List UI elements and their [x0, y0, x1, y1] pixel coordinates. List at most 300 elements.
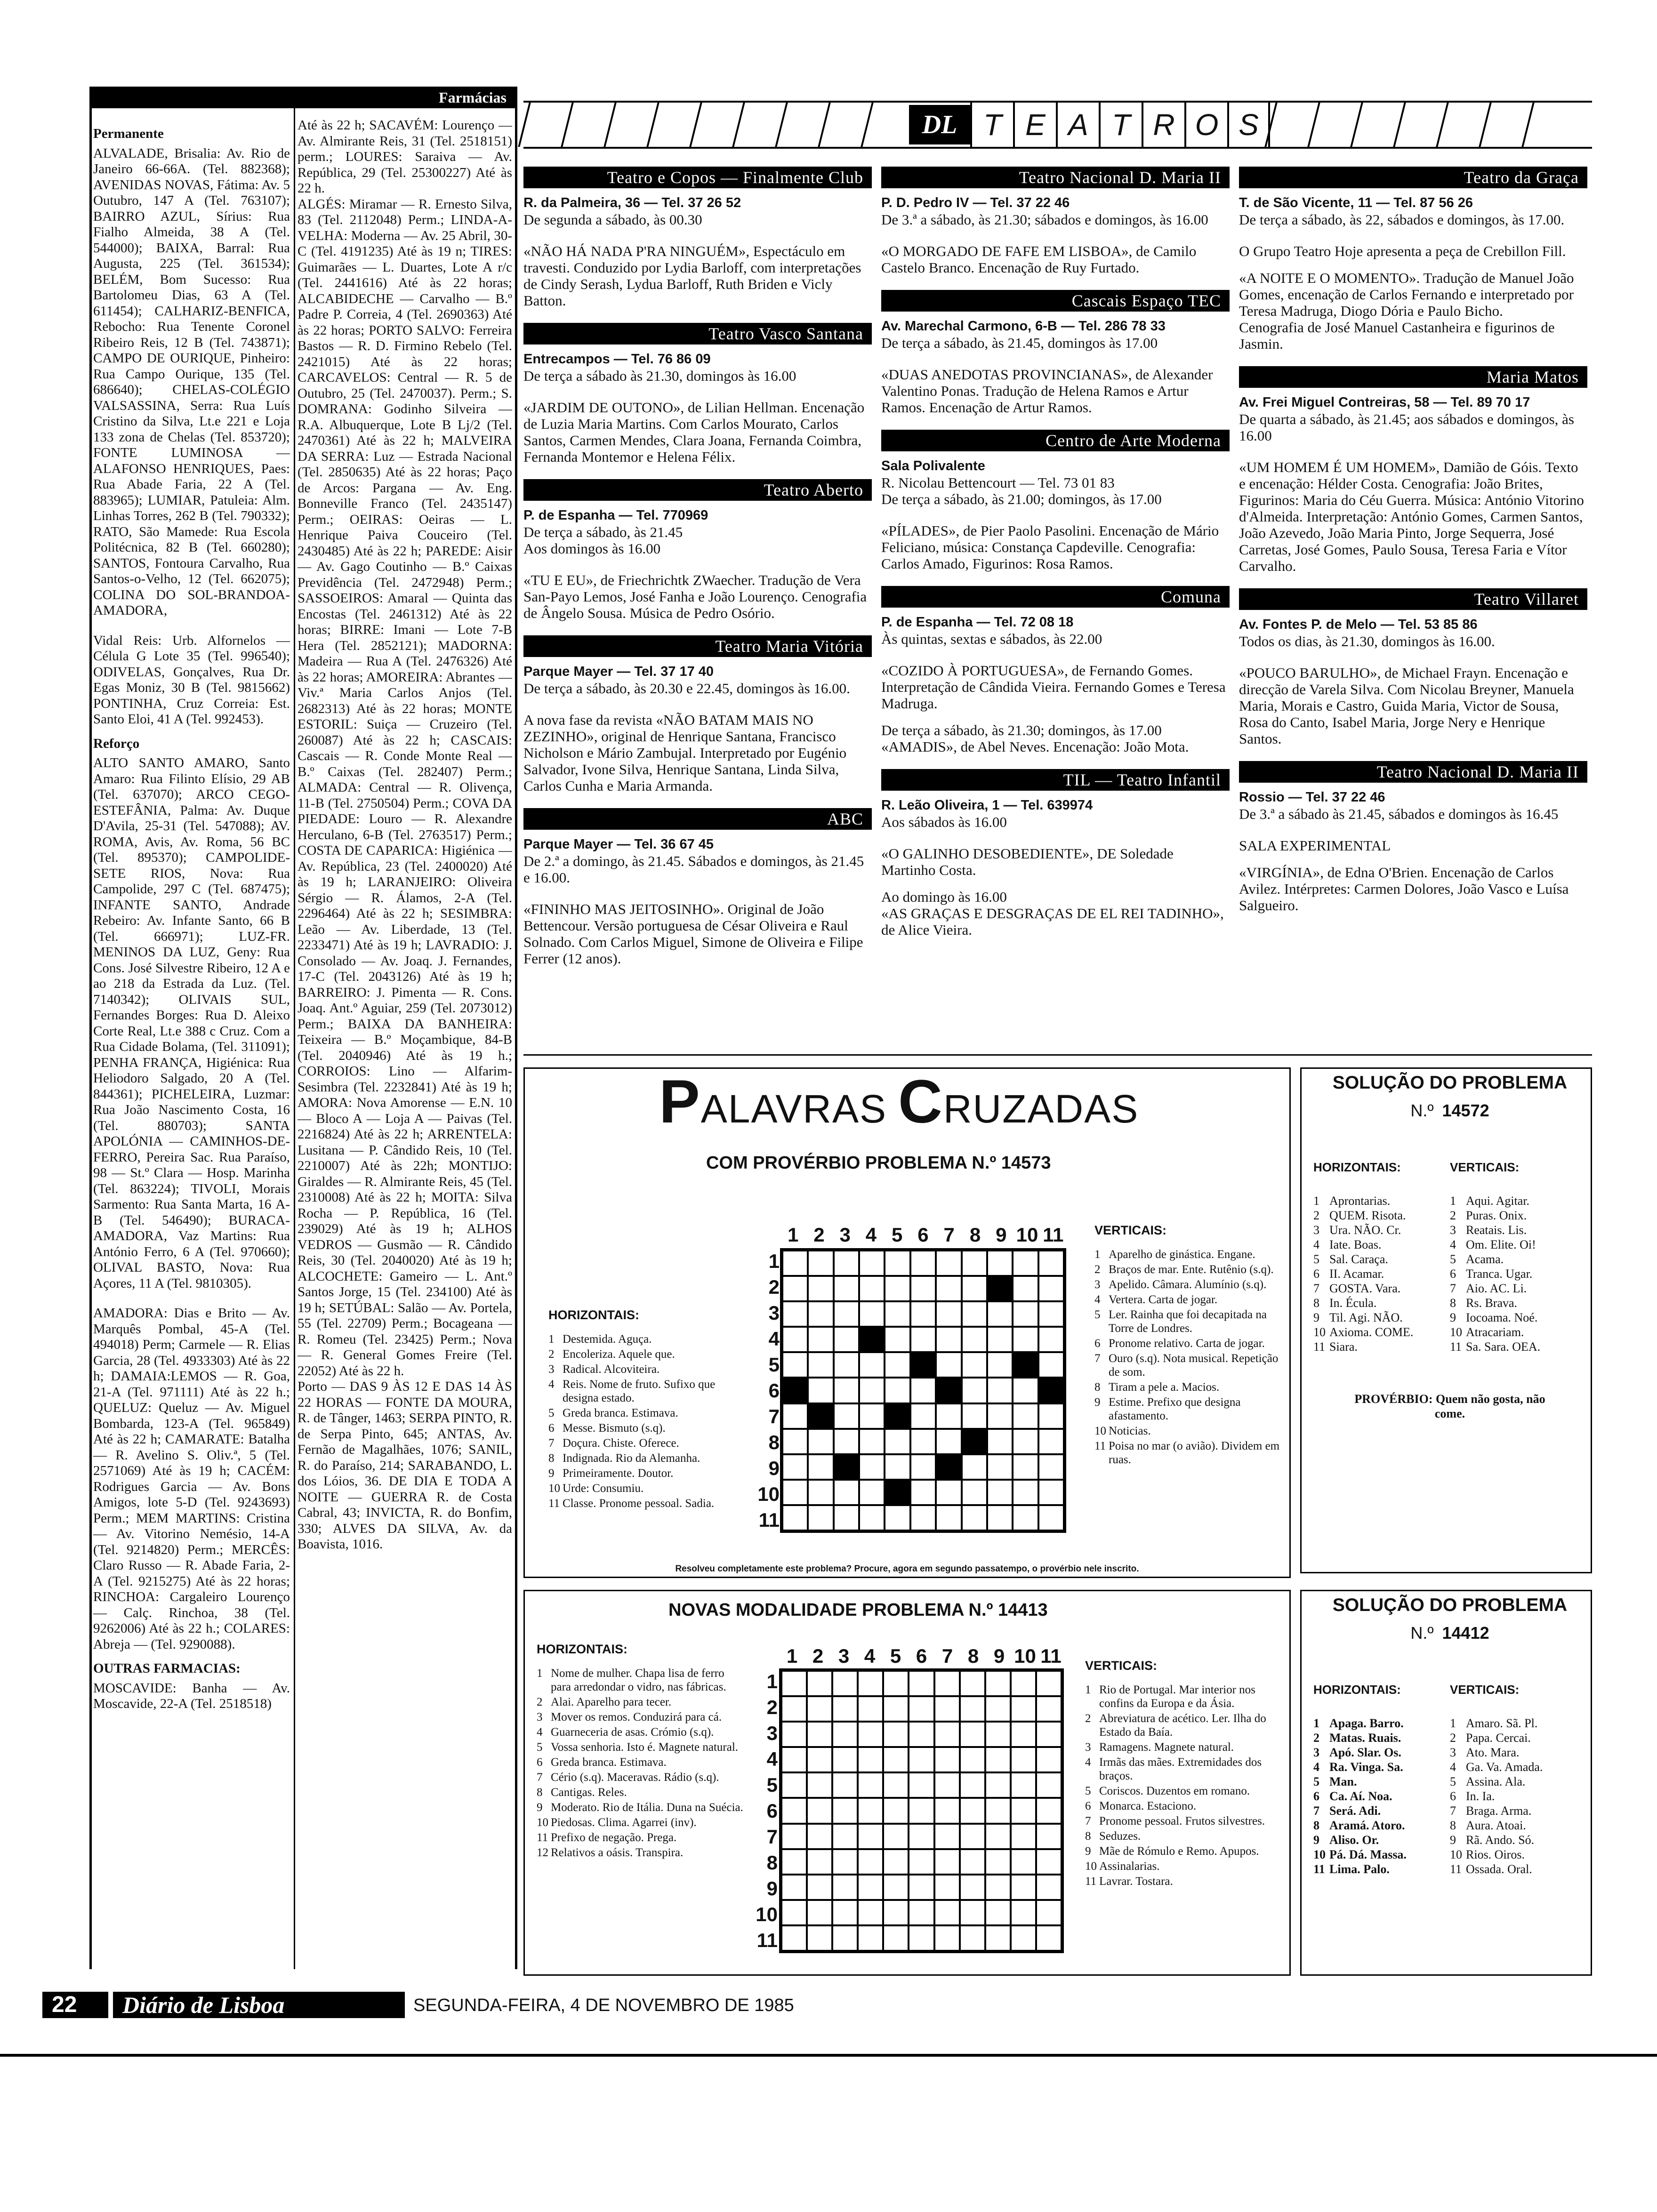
- grid-cell: [883, 1849, 909, 1875]
- column-number: 10: [1014, 1645, 1036, 1667]
- column-number: 6: [917, 1224, 929, 1246]
- grid-cell: [936, 1352, 961, 1378]
- masthead: Diário de Lisboa: [113, 1992, 405, 2018]
- theatre-listing: [523, 635, 872, 794]
- grid-cell: [885, 1378, 910, 1403]
- clue: [1085, 1683, 1285, 1710]
- row-number: 4: [768, 1328, 780, 1350]
- grid-cell: [1011, 1722, 1036, 1747]
- grid-cell: [934, 1671, 960, 1696]
- theatre-listing: [523, 808, 872, 967]
- entry-text: Ura. NÃO. Cr.: [1329, 1223, 1401, 1237]
- grid-cell: [834, 1352, 859, 1378]
- grid-cell: [781, 1900, 807, 1925]
- entry-text: Iate. Boas.: [1329, 1238, 1382, 1251]
- grid-cell: [909, 1696, 934, 1722]
- showtimes: Todos os dias, às 21.30, domingos às 16.00.: [1239, 633, 1495, 649]
- grid-cell: [858, 1925, 883, 1951]
- black-cell: [885, 1403, 910, 1429]
- theatre-address: R. da Palmeira, 36 — Tel. 37 26 52: [523, 195, 741, 210]
- grid-cell: [962, 1403, 987, 1429]
- solution-entry: [1313, 1194, 1450, 1208]
- grid-cell: [985, 1772, 1011, 1798]
- grid-cell: [834, 1429, 859, 1454]
- clue: [548, 1497, 746, 1510]
- grid-cell: [782, 1327, 808, 1352]
- clue-number: 1: [1094, 1248, 1101, 1261]
- clue-text: Noticias.: [1109, 1425, 1151, 1437]
- grid-cell: [883, 1722, 909, 1747]
- grid-cell: [960, 1900, 985, 1925]
- solution-column: [1450, 1683, 1586, 1876]
- grid-cell: [910, 1429, 936, 1454]
- clue-text: Mover os remos. Conduzirá para cá.: [551, 1711, 722, 1723]
- solution-entry: [1450, 1760, 1586, 1774]
- teatros-letter: A: [1056, 103, 1099, 147]
- showtimes: Aos sábados às 16.00: [881, 814, 1007, 830]
- entry-text: Assina. Ala.: [1466, 1775, 1526, 1788]
- grid-cell: [1036, 1875, 1062, 1900]
- clue-number: 6: [537, 1756, 543, 1769]
- grid-cell: [1013, 1403, 1038, 1429]
- farmacias-header: Farmácias: [89, 87, 516, 108]
- grid-cell: [883, 1798, 909, 1823]
- solution-heading: VERTICAIS:: [1450, 1683, 1520, 1697]
- clue: [548, 1421, 746, 1435]
- grid-cell: [834, 1480, 859, 1505]
- clue: [537, 1740, 744, 1754]
- grid-cell: [1013, 1480, 1038, 1505]
- solution-entry: [1313, 1760, 1450, 1774]
- play-description: «FININHO MAS JEITOSINHO». Original de João Bettencour. Versão portuguesa de César Oliveira e Raul Solnado. Com Carlos Miguel, Simone de Oliveira e Filipe Ferrer (12 anos).: [523, 901, 863, 967]
- solution-entry: [1313, 1296, 1450, 1310]
- grid-cell: [781, 1849, 807, 1875]
- row-number: 1: [766, 1670, 778, 1692]
- theatre-name: ABC: [523, 808, 872, 830]
- crossword-2-vertical-clues: [1085, 1659, 1285, 1890]
- black-cell: [910, 1352, 936, 1378]
- grid-cell: [859, 1250, 885, 1276]
- grid-cell: [859, 1352, 885, 1378]
- row-number: 11: [756, 1929, 778, 1951]
- entry-text: Reatais. Lis.: [1466, 1223, 1527, 1237]
- grid-cell: [985, 1925, 1011, 1951]
- black-cell: [859, 1327, 885, 1352]
- clue: [537, 1846, 744, 1859]
- entry-text: Sal. Caraça.: [1329, 1252, 1388, 1266]
- entry-text: Iocoama. Noé.: [1466, 1311, 1538, 1324]
- entry-number: 10: [1450, 1325, 1462, 1339]
- clue-text: Aparelho de ginástica. Engane.: [1109, 1248, 1255, 1261]
- clue-text: Destemida. Aguça.: [563, 1333, 652, 1346]
- clue-text: Braços de mar. Ente. Rutênio (s.q).: [1109, 1263, 1274, 1276]
- theatre-address: P. D. Pedro IV — Tel. 37 22 46: [881, 195, 1070, 210]
- entry-number: 5: [1450, 1775, 1456, 1788]
- grid-cell: [781, 1722, 807, 1747]
- grid-cell: [909, 1772, 934, 1798]
- grid-cell: [782, 1454, 808, 1480]
- grid-cell: [1011, 1925, 1036, 1951]
- teatros-column-2: [881, 167, 1230, 1051]
- column-number: 11: [1040, 1645, 1062, 1667]
- clue-number: 2: [548, 1348, 555, 1361]
- crossword-2-row-numbers: [751, 1668, 778, 1953]
- black-cell: [962, 1429, 987, 1454]
- grid-cell: [934, 1824, 960, 1849]
- grid-cell: [934, 1696, 960, 1722]
- clue-text: Ler. Rainha que foi decapitada na Torre de Londres.: [1109, 1308, 1267, 1335]
- clue-text: Ramagens. Magnete natural.: [1099, 1741, 1234, 1754]
- grid-cell: [987, 1403, 1013, 1429]
- showtimes: R. Nicolau Bettencourt — Tel. 73 01 83: [881, 474, 1115, 491]
- clue: [1085, 1799, 1285, 1813]
- theatre-address: T. de São Vicente, 11 — Tel. 87 56 26: [1239, 195, 1473, 210]
- entry-number: 10: [1313, 1325, 1326, 1339]
- grid-cell: [910, 1454, 936, 1480]
- grid-cell: [1036, 1671, 1062, 1696]
- clue-number: 3: [1094, 1278, 1101, 1291]
- grid-cell: [883, 1671, 909, 1696]
- title-letter-c: C: [898, 1067, 943, 1136]
- showtimes: De terça a sábado, às 21.00; domingos, às 17.00: [881, 491, 1162, 507]
- grid-cell: [1038, 1301, 1064, 1327]
- clue: [1085, 1875, 1285, 1888]
- grid-cell: [781, 1772, 807, 1798]
- solution-entry: [1313, 1716, 1450, 1731]
- row-number: 3: [766, 1722, 778, 1744]
- grid-cell: [885, 1301, 910, 1327]
- crossword-1-grid: [780, 1248, 1066, 1533]
- play-description: «DUAS ANEDOTAS PROVINCIANAS», de Alexander Valentino Ponas. Tradução de Helena Ramos e Artur Ramos. Encenação de Artur Ramos.: [881, 366, 1213, 416]
- grid-cell: [782, 1403, 808, 1429]
- grid-cell: [987, 1480, 1013, 1505]
- entry-text: Ra. Vinga. Sa.: [1329, 1760, 1403, 1774]
- play-description: «PÍLADES», de Pier Paolo Pasolini. Encenação de Mário Feliciano, música: Constança Capdeville. Cenografia: Carlos Amado, Figurinos: Rosa Ramos.: [881, 522, 1219, 572]
- solution-entry: [1450, 1339, 1586, 1354]
- theatre-name: Maria Matos: [1239, 366, 1587, 388]
- grid-cell: [834, 1301, 859, 1327]
- theatre-listing: [1239, 588, 1587, 747]
- entry-text: Apaga. Barro.: [1329, 1716, 1404, 1730]
- theatre-address: Sala Polivalente: [881, 458, 985, 473]
- entry-text: Papa. Cercai.: [1466, 1731, 1531, 1745]
- clue-text: Indignada. Rio da Alemanha.: [563, 1452, 700, 1465]
- entry-text: Siara.: [1329, 1340, 1358, 1354]
- entry-text: Om. Elite. Oi!: [1466, 1238, 1536, 1251]
- clue-number: 11: [548, 1497, 560, 1510]
- solution-entry: [1450, 1774, 1586, 1789]
- theatre-address: Entrecampos — Tel. 76 86 09: [523, 352, 711, 367]
- grid-cell: [858, 1875, 883, 1900]
- grid-cell: [1036, 1722, 1062, 1747]
- grid-cell: [807, 1722, 832, 1747]
- entry-number: 6: [1450, 1789, 1456, 1803]
- showtimes: De terça a sábado às 21.30, domingos às 16.00: [523, 368, 796, 384]
- theatre-listing: [1239, 761, 1587, 914]
- entry-number: 11: [1313, 1862, 1325, 1876]
- grid-cell: [883, 1875, 909, 1900]
- grid-cell: [960, 1849, 985, 1875]
- clue: [1094, 1424, 1287, 1438]
- clue-number: 11: [1094, 1440, 1106, 1452]
- clue-number: 8: [1085, 1830, 1091, 1843]
- entry-number: 6: [1450, 1267, 1456, 1281]
- entry-number: 3: [1450, 1746, 1456, 1759]
- clue-text: Relativos a oásis. Transpira.: [551, 1846, 684, 1859]
- theatre-listing: [881, 167, 1230, 276]
- clue-text: Pronome relativo. Carta de jogar.: [1109, 1337, 1265, 1350]
- grid-cell: [859, 1505, 885, 1531]
- entry-number: 7: [1313, 1282, 1319, 1295]
- row-number: 10: [756, 1903, 778, 1925]
- grid-cell: [834, 1378, 859, 1403]
- clue-heading: VERTICAIS:: [1085, 1659, 1158, 1673]
- grid-cell: [960, 1722, 985, 1747]
- grid-cell: [883, 1772, 909, 1798]
- grid-cell: [962, 1378, 987, 1403]
- clue-text: Primeiramente. Doutor.: [563, 1467, 674, 1480]
- problem-number: 14412: [1442, 1623, 1489, 1643]
- pharmacy-paragraph: Reforço: [93, 736, 140, 751]
- grid-cell: [807, 1849, 832, 1875]
- clue-number: 3: [537, 1711, 543, 1723]
- theatre-listing: [1239, 167, 1587, 352]
- grid-cell: [1036, 1747, 1062, 1772]
- solution-entry: [1313, 1774, 1450, 1789]
- entry-number: 1: [1313, 1194, 1319, 1208]
- crossword-2-horizontal-clues: [537, 1643, 744, 1861]
- entry-text: Aura. Atoai.: [1466, 1819, 1526, 1832]
- grid-cell: [782, 1505, 808, 1531]
- entry-text: Aprontarias.: [1329, 1194, 1391, 1208]
- clue-heading: HORIZONTAIS:: [537, 1642, 627, 1656]
- entry-number: 11: [1450, 1340, 1462, 1354]
- clue-text: Cério (s.q). Maceravas. Rádio (s.q).: [551, 1771, 719, 1784]
- entry-text: In. Écula.: [1329, 1296, 1377, 1310]
- crossword-title: [659, 1067, 1139, 1136]
- entry-number: 11: [1313, 1340, 1326, 1354]
- grid-cell: [987, 1429, 1013, 1454]
- clue: [537, 1710, 744, 1724]
- teatros-letter: S: [1227, 103, 1270, 147]
- clue-number: 8: [1094, 1381, 1101, 1394]
- play-description: «O MORGADO DE FAFE EM LISBOA», de Camilo Castelo Branco. Encenação de Ruy Furtado.: [881, 243, 1197, 276]
- grid-cell: [807, 1798, 832, 1823]
- clue: [1085, 1740, 1285, 1754]
- clue: [548, 1482, 746, 1495]
- grid-cell: [832, 1671, 858, 1696]
- clue: [1085, 1814, 1285, 1828]
- play-description: O Grupo Teatro Hoje apresenta a peça de Crebillon Fill.: [1239, 243, 1566, 259]
- diario-lisboa-logo: DL: [909, 105, 970, 145]
- clue-text: Lavrar. Tostara.: [1099, 1875, 1173, 1888]
- entry-number: 8: [1313, 1819, 1319, 1832]
- theatre-address: P. de Espanha — Tel. 72 08 18: [881, 615, 1074, 630]
- clue-text: Pronome pessoal. Frutos silvestres.: [1099, 1815, 1265, 1827]
- clue-number: 10: [537, 1816, 548, 1829]
- column-number: 4: [865, 1224, 877, 1246]
- solution-number: [1313, 1103, 1586, 1118]
- row-number: 8: [766, 1851, 778, 1874]
- solution-entry: [1450, 1237, 1586, 1252]
- theatre-address: Av. Marechal Carmono, 6-B — Tel. 286 78 33: [881, 319, 1166, 334]
- grid-cell: [1011, 1849, 1036, 1875]
- clue-number: 6: [1094, 1337, 1101, 1350]
- solution-entry: [1450, 1803, 1586, 1818]
- grid-cell: [885, 1505, 910, 1531]
- entry-number: 3: [1450, 1223, 1456, 1237]
- showtimes: De segunda a sábado, às 00.30: [523, 211, 702, 228]
- theatre-address: Av. Fontes P. de Melo — Tel. 53 85 86: [1239, 617, 1478, 632]
- clue-number: 1: [1085, 1683, 1091, 1696]
- grid-cell: [1011, 1671, 1036, 1696]
- grid-cell: [910, 1403, 936, 1429]
- theatre-listing: [881, 430, 1230, 572]
- grid-cell: [832, 1849, 858, 1875]
- grid-cell: [834, 1505, 859, 1531]
- clue: [1094, 1439, 1287, 1467]
- clue-number: 7: [1085, 1815, 1091, 1827]
- clue-text: Nome de mulher. Chapa lisa de ferro para arredondar o vidro, nas fábricas.: [551, 1667, 726, 1693]
- clue-number: 9: [548, 1467, 555, 1480]
- grid-cell: [934, 1772, 960, 1798]
- theatre-name: Teatro Vasco Santana: [523, 323, 872, 345]
- theatre-listing: [523, 479, 872, 621]
- black-cell: [936, 1454, 961, 1480]
- pharmacy-paragraph: Até às 22 h; SACAVÉM: Lourenço — Av. Almirante Reis, 31 (Tel. 2518151) perm.; LOURES: Saraiva — Av. República, 29 (Tel. 25300227) Até às 22 h.: [298, 118, 512, 196]
- grid-cell: [1036, 1900, 1062, 1925]
- solution-entry: [1313, 1847, 1450, 1862]
- theatre-listing: [1239, 366, 1587, 574]
- showtimes: Aos domingos às 16.00: [523, 540, 661, 557]
- entry-text: Ca. Aí. Noa.: [1329, 1789, 1392, 1803]
- number-label: N.º: [1410, 1623, 1434, 1643]
- grid-cell: [962, 1250, 987, 1276]
- clue: [1085, 1844, 1285, 1858]
- clue: [1094, 1248, 1287, 1261]
- grid-cell: [962, 1505, 987, 1531]
- farmacias-column-1: [89, 118, 290, 1967]
- clue-text: Greda branca. Estimava.: [563, 1407, 678, 1419]
- solution-entry: [1313, 1745, 1450, 1760]
- solution-entry: [1450, 1266, 1586, 1281]
- solution-2: [1313, 1595, 1586, 1876]
- grid-cell: [1038, 1454, 1064, 1480]
- grid-cell: [1011, 1798, 1036, 1823]
- clue: [1094, 1395, 1287, 1423]
- showtimes: De terça a sábado, às 22, sábados e domingos, às 17.00.: [1239, 211, 1565, 228]
- grid-cell: [858, 1722, 883, 1747]
- grid-cell: [1013, 1301, 1038, 1327]
- grid-cell: [832, 1875, 858, 1900]
- entry-text: Aqui. Agitar.: [1466, 1194, 1530, 1208]
- clue: [548, 1467, 746, 1480]
- grid-cell: [858, 1772, 883, 1798]
- entry-text: Braga. Arma.: [1466, 1804, 1532, 1818]
- grid-cell: [934, 1849, 960, 1875]
- pharmacy-paragraph: Vidal Reis: Urb. Alfornelos — Célula G Lote 35 (Tel. 996540); ODIVELAS, Gonçalves, Rua Dr. Egas Moniz, 30 B (Tel. 9815662) PONTINHA, Cruz Correia: Est. Santo Eloi, 41 A (Tel. 992453).: [93, 633, 290, 727]
- entry-text: Rs. Brava.: [1466, 1296, 1518, 1310]
- grid-cell: [934, 1747, 960, 1772]
- grid-cell: [1036, 1824, 1062, 1849]
- grid-cell: [859, 1403, 885, 1429]
- row-number: 5: [766, 1774, 778, 1796]
- solution-entry: [1313, 1862, 1450, 1876]
- black-cell: [782, 1378, 808, 1403]
- column-number: 2: [813, 1224, 825, 1246]
- entry-number: 9: [1313, 1833, 1319, 1847]
- clue: [537, 1801, 744, 1814]
- solution-entry: [1313, 1803, 1450, 1818]
- showtimes: De terça a sábado, às 21.45: [523, 524, 683, 540]
- grid-cell: [987, 1378, 1013, 1403]
- grid-cell: [808, 1454, 833, 1480]
- grid-cell: [962, 1276, 987, 1301]
- grid-cell: [883, 1696, 909, 1722]
- grid-cell: [960, 1925, 985, 1951]
- entry-text: Amaro. Sã. Pl.: [1466, 1716, 1538, 1730]
- farmacias-right-rule: [515, 87, 517, 1969]
- clue-number: 7: [537, 1771, 543, 1784]
- solution-title: SOLUÇÃO DO PROBLEMA: [1332, 1595, 1568, 1615]
- clue: [1094, 1308, 1287, 1335]
- grid-cell: [1038, 1327, 1064, 1352]
- clue: [548, 1362, 746, 1376]
- teatros-letter: E: [1013, 103, 1056, 147]
- title-word-1: ALAVRAS: [700, 1087, 887, 1131]
- showtimes: De 2.ª a domingo, às 21.45. Sábados e domingos, às 21.45 e 16.00.: [523, 853, 864, 886]
- theatre-name: Teatro Maria Vitória: [523, 635, 872, 657]
- entry-number: 7: [1450, 1804, 1456, 1818]
- entry-number: 2: [1450, 1731, 1456, 1745]
- grid-cell: [808, 1378, 833, 1403]
- clue-number: 11: [1085, 1875, 1097, 1888]
- clue-text: Mãe de Rómulo e Remo. Apupos.: [1099, 1845, 1259, 1858]
- grid-cell: [910, 1480, 936, 1505]
- black-cell: [1038, 1378, 1064, 1403]
- entry-number: 10: [1450, 1848, 1462, 1861]
- clue-heading: HORIZONTAIS:: [548, 1308, 639, 1322]
- title-letter-p: P: [659, 1067, 701, 1136]
- solution-entry: [1450, 1325, 1586, 1339]
- clue-text: Tiram a pele a. Macios.: [1109, 1381, 1220, 1394]
- grid-cell: [1038, 1403, 1064, 1429]
- solution-entry: [1450, 1223, 1586, 1237]
- grid-cell: [883, 1900, 909, 1925]
- theatre-name: Comuna: [881, 586, 1230, 608]
- grid-cell: [859, 1480, 885, 1505]
- entry-text: Puras. Onix.: [1466, 1209, 1527, 1222]
- clue-number: 5: [1094, 1308, 1101, 1321]
- clue: [548, 1436, 746, 1450]
- entry-number: 1: [1450, 1194, 1456, 1208]
- column-number: 7: [943, 1224, 955, 1246]
- showtimes: Às quintas, sextas e sábados, às 22.00: [881, 631, 1102, 647]
- clue: [548, 1332, 746, 1346]
- grid-cell: [885, 1429, 910, 1454]
- grid-cell: [1038, 1505, 1064, 1531]
- grid-cell: [1038, 1429, 1064, 1454]
- entry-text: Tranca. Ugar.: [1466, 1267, 1533, 1281]
- entry-text: Ato. Mara.: [1466, 1746, 1520, 1759]
- grid-cell: [910, 1505, 936, 1531]
- theatre-listing: [523, 167, 872, 309]
- clue-text: Greda branca. Estimava.: [551, 1756, 667, 1769]
- grid-cell: [960, 1875, 985, 1900]
- entry-number: 2: [1450, 1209, 1456, 1222]
- solution-entry: [1313, 1339, 1450, 1354]
- grid-cell: [832, 1925, 858, 1951]
